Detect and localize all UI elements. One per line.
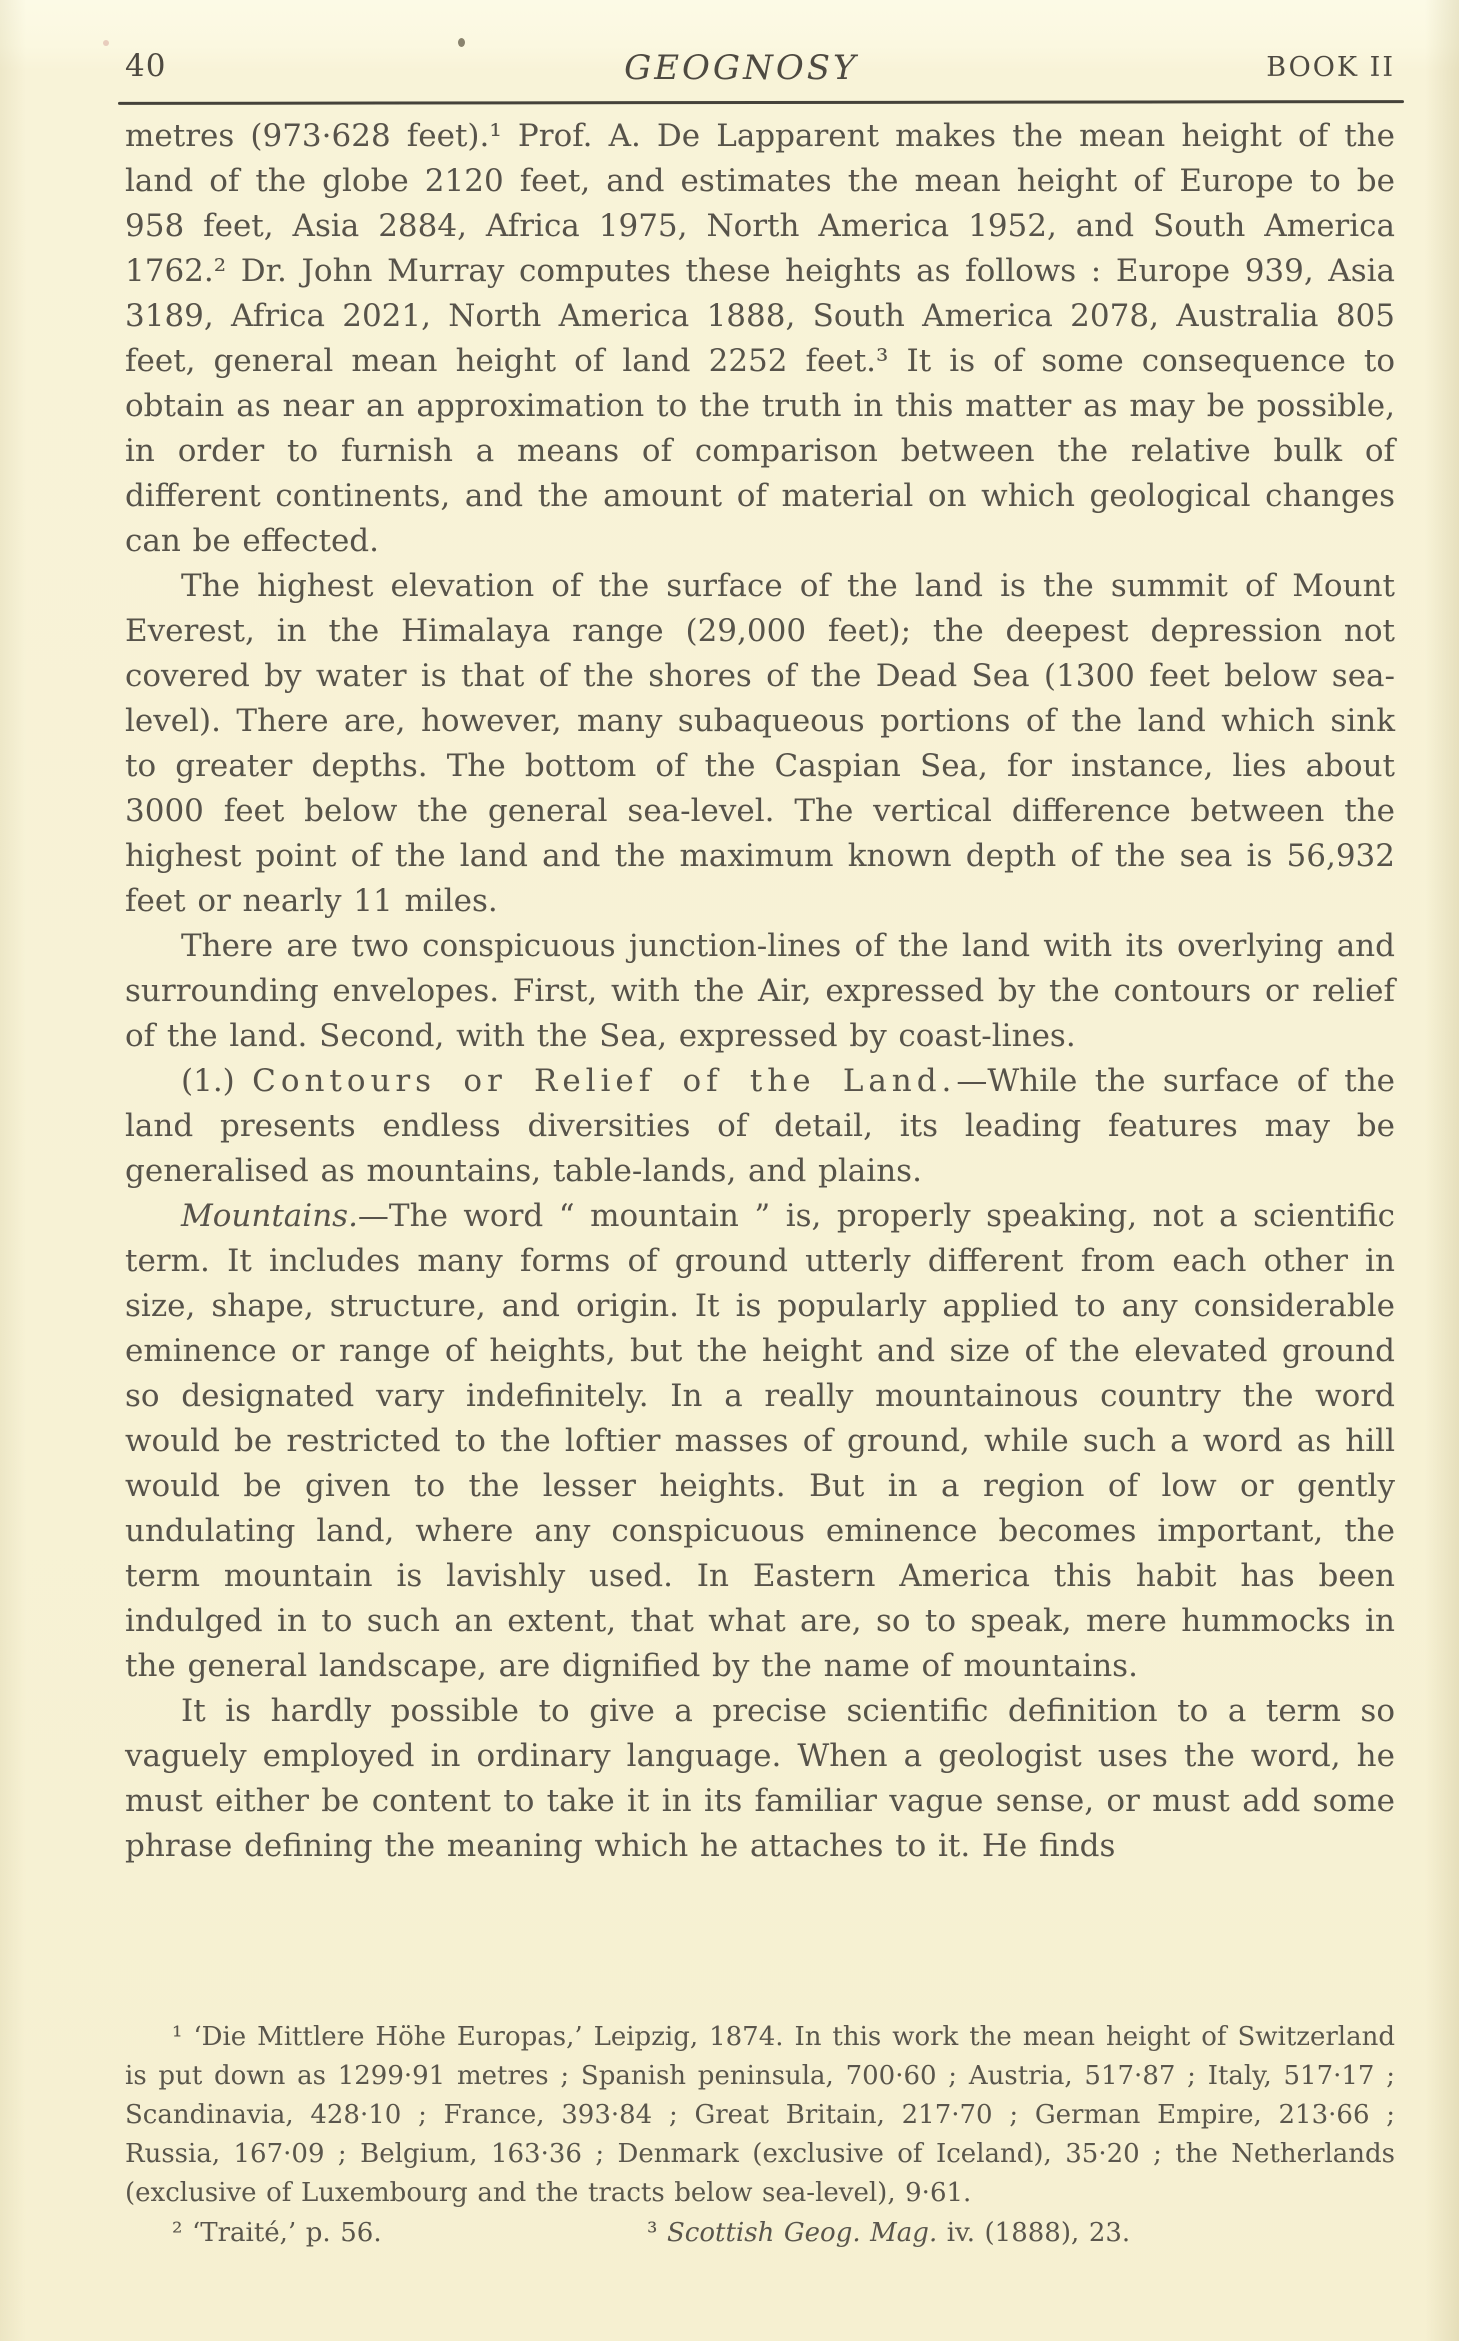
paragraph-highest-elevation: The highest elevation of the surface of the land is the summit of Mount Everest, in the Himalaya range (29,000 feet); the deepest depression not covered by water is that of the shores of the Dead Sea (1300 feet below sea-level). There are, however, many subaqueous portions of the land which sink to greater depths. The bottom of the Caspian Sea, for instance, lies about 3000 feet below the general sea-level. The vertical difference between the highest point of the land and the maximum known depth of the sea is 56,932 feet or nearly 11 miles. xyxy=(125,568,1395,919)
footnote-3-citation: iv. (1888), 23. xyxy=(937,2218,1131,2248)
paper-speck xyxy=(458,38,465,47)
paragraph-contours-heading xyxy=(125,1059,1395,1194)
paragraph-junction-lines: There are two conspicuous junction-lines of the land with its overlying and surrounding envelopes. First, with the Air, expressed by the contours or relief of the land. Second, with the Sea, expressed by coast-lines. xyxy=(125,928,1395,1054)
footnote-3-journal: Scottish Geog. Mag. xyxy=(667,2218,938,2248)
footnote-1: ¹ ‘Die Mittlere Höhe Europas,’ Leipzig, 1874. In this work the mean height of Switzerland is put down as 1299·91 metres ; Spanish peninsula, 700·60 ; Austria, 517·87 ; Italy, 517·17 ; Scandinavia, 428·10 ; France, 393·84 ; Great Britain, 217·70 ; German Empire, 213·66 ; Russia, 167·09 ; Belgium, 163·36 ; Denmark (exclusive of Iceland), 35·20 ; the Netherlands (exclusive of Luxembourg and the tracts below sea-level), 9·61. xyxy=(125,2022,1395,2208)
section-text: —While the surface of the land presents endless diversities of detail, its leading features may be generalised as mountains, table-lands, and plains. xyxy=(125,1063,1395,1189)
running-title: GEOGNOSY xyxy=(624,48,859,88)
paragraph-mountains xyxy=(125,1194,1395,1689)
footnote-row xyxy=(125,2214,1395,2253)
page-body xyxy=(125,114,1395,1869)
section-number: (1.) xyxy=(181,1063,253,1099)
page-header xyxy=(125,48,1395,88)
paper-speck xyxy=(103,40,109,46)
section-heading: Contours or Relief of the Land. xyxy=(252,1063,957,1099)
footnotes xyxy=(125,2018,1395,2253)
paragraph-definition: It is hardly possible to give a precise scientific definition to a term so vaguely employed in ordinary language. When a geologist uses the word, he must either be content to take it in its familiar vague sense, or must add some phrase defining the meaning which he attaches to it. He finds xyxy=(125,1693,1395,1864)
book-part-label: BOOK II xyxy=(1266,52,1395,83)
footnote-2: ² ‘Traité,’ p. 56. xyxy=(172,2218,382,2248)
lead-word-mountains: Mountains. xyxy=(181,1198,358,1234)
paragraph-text: —The word “ mountain ” is, properly speaking, not a scientific term. It includes many forms of ground utterly different from each other in size, shape, structure, and origin. It is popularly applied to any considerable eminence or range of heights, but the height and size of the elevated ground so designated vary indefinitely. In a really mountainous country the word would be restricted to the loftier masses of ground, while such a word as hill would be given to the lesser heights. But in a region of low or gently undulating land, where any conspicuous eminence becomes important, the term mountain is lavishly used. In Eastern America this habit has been indulged in to such an extent, that what are, so to speak, mere hummocks in the general landscape, are dignified by the name of mountains. xyxy=(125,1198,1395,1684)
footnote-3 xyxy=(647,2214,1130,2253)
footnote-3-marker: ³ xyxy=(647,2218,667,2248)
header-rule xyxy=(118,100,1404,105)
paragraph-mean-heights: metres (973·628 feet).¹ Prof. A. De Lapparent makes the mean height of the land of the globe 2120 feet, and estimates the mean height of Europe to be 958 feet, Asia 2884, Africa 1975, North America 1952, and South America 1762.² Dr. John Murray computes these heights as follows : Europe 939, Asia 3189, Africa 2021, North America 1888, South America 2078, Australia 805 feet, general mean height of land 2252 feet.³ It is of some consequence to obtain as near an approximation to the truth in this matter as may be possible, in order to furnish a means of comparison between the relative bulk of different continents, and the amount of material on which geological changes can be effected. xyxy=(125,118,1395,559)
page-number: 40 xyxy=(125,48,167,84)
